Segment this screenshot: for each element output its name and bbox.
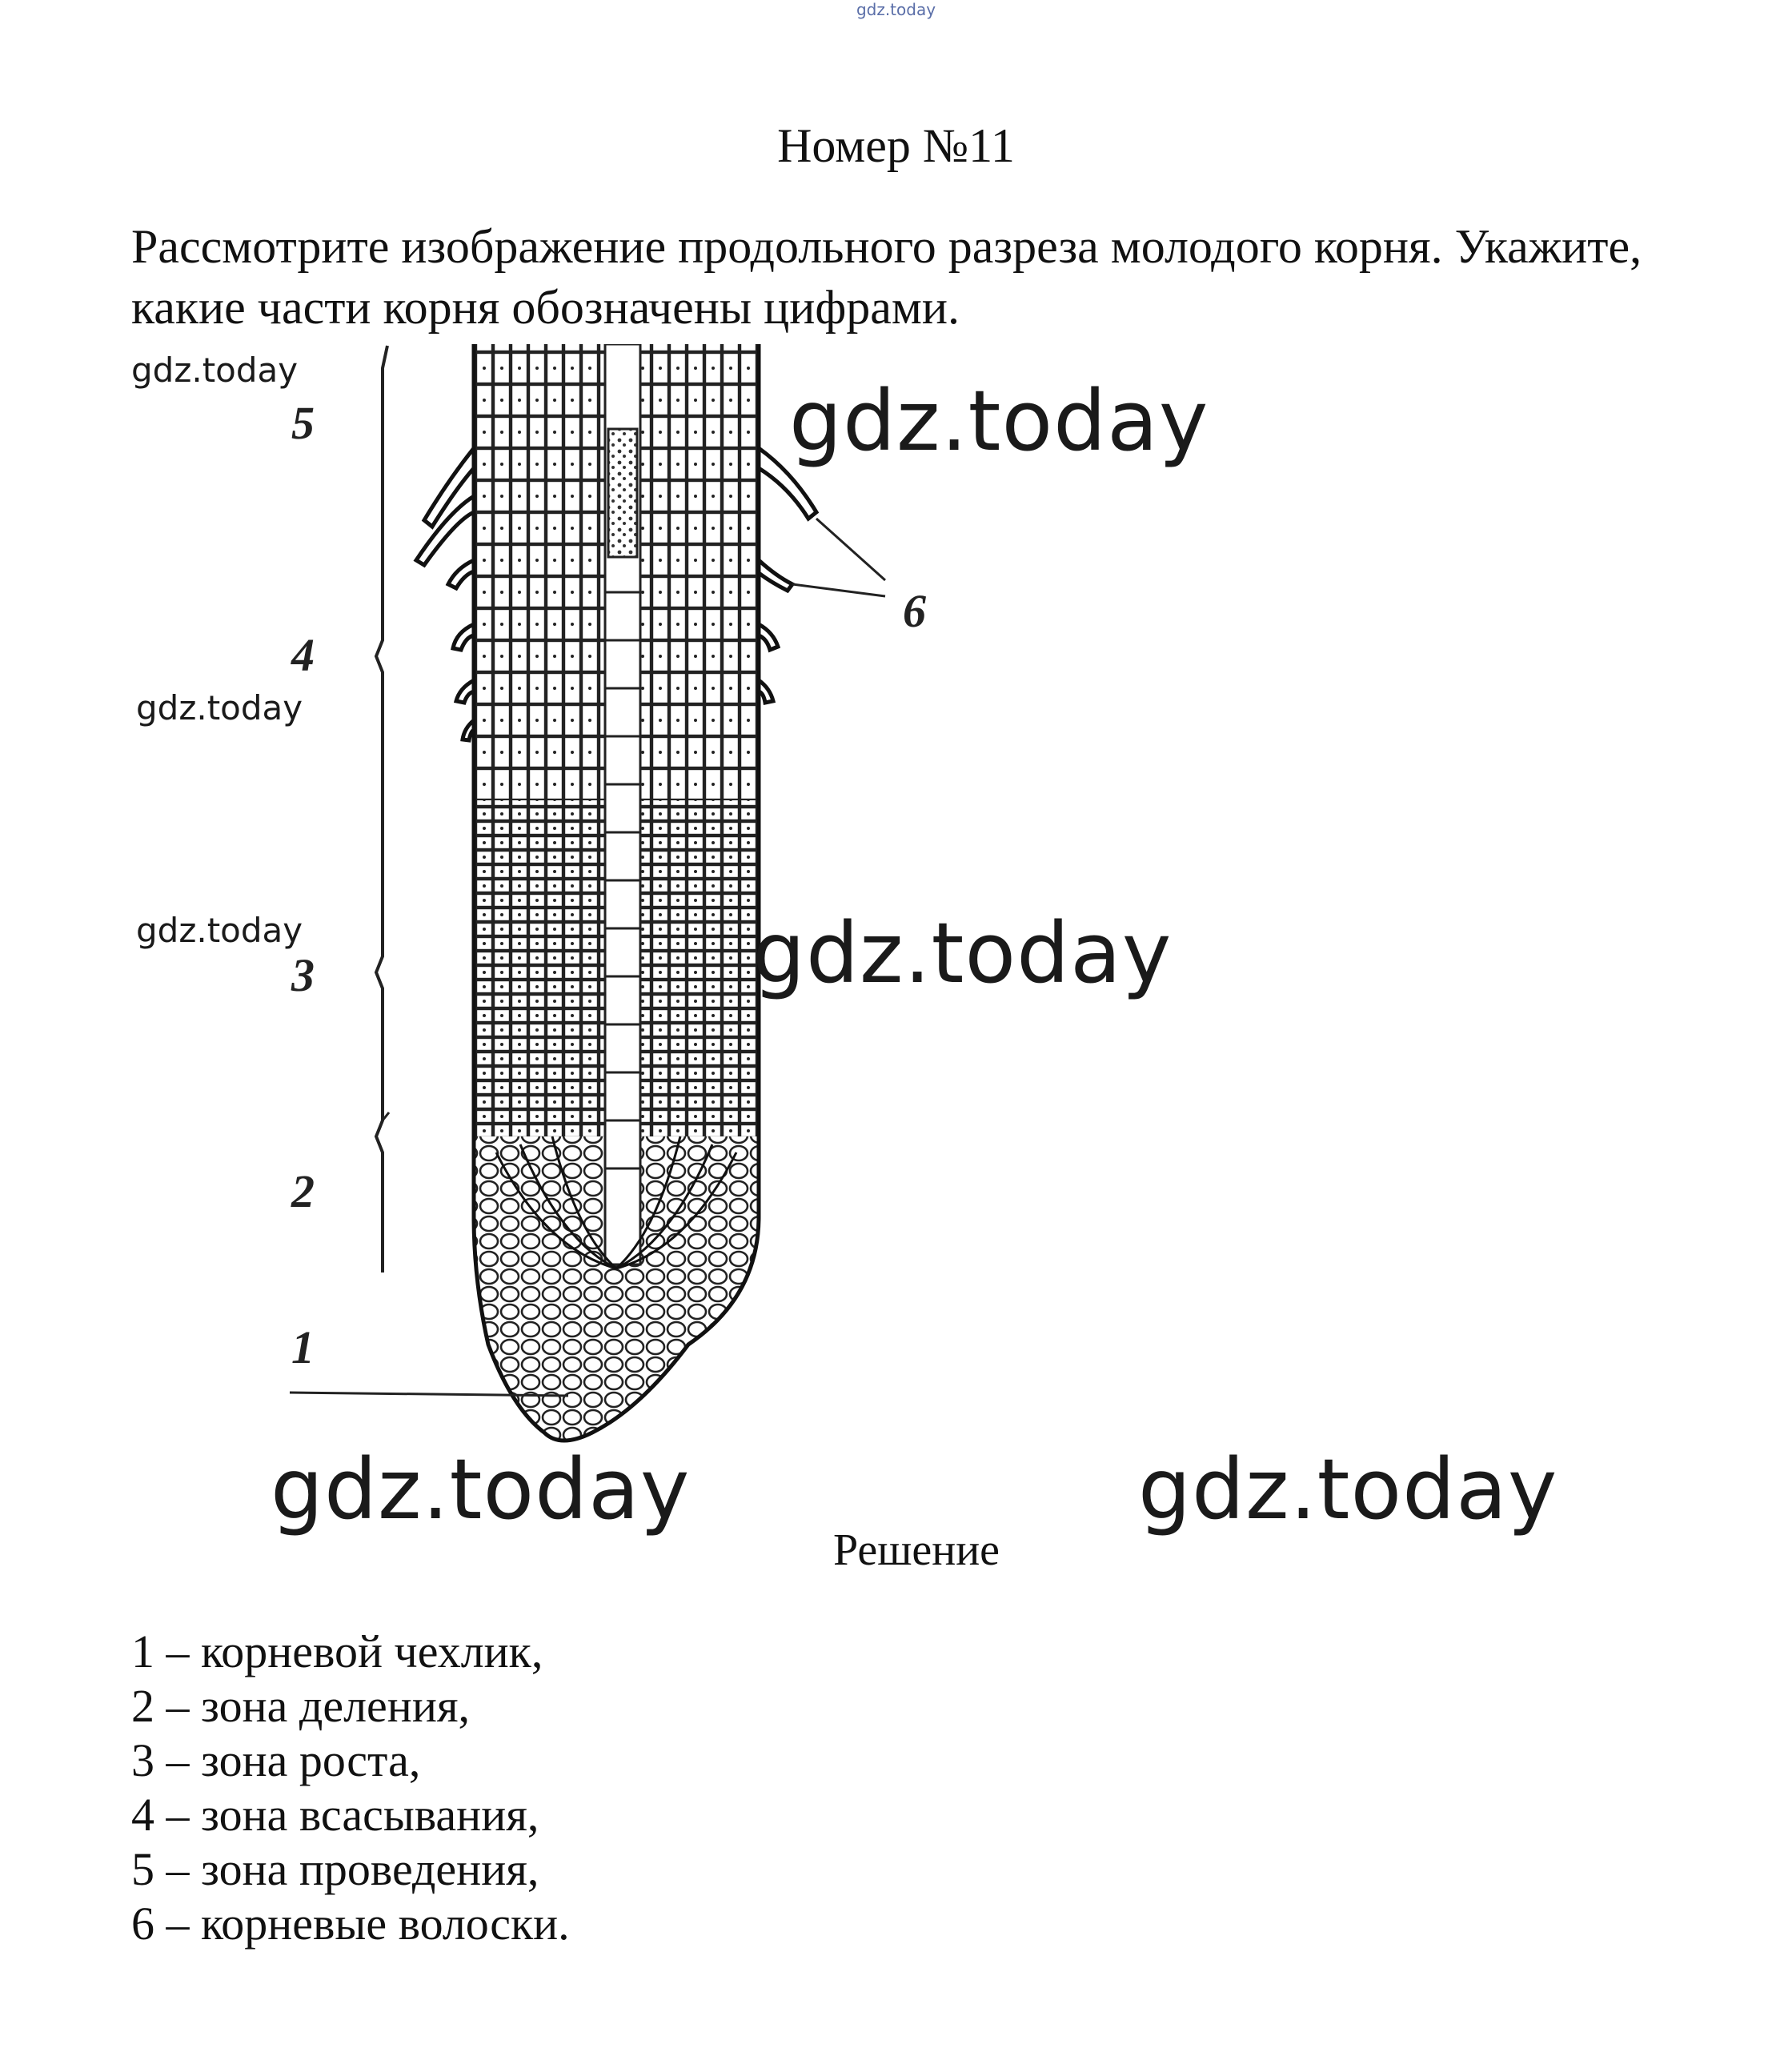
zone-label-3: 3 [291, 949, 315, 1001]
watermark-top-left: gdz.today [131, 351, 299, 390]
answer-item: 5 – зона проведения, [131, 1843, 539, 1895]
zone-label-6: 6 [903, 585, 926, 637]
watermark-mid-right: gdz.today [752, 904, 1173, 1002]
watermark-top-right: gdz.today [789, 372, 1209, 470]
answer-item: 6 – корневые волоски. [131, 1898, 570, 1950]
zone-label-4: 4 [291, 629, 315, 681]
answer-item: 1 – корневой чехлик, [131, 1625, 543, 1677]
zone-brace [376, 346, 387, 1272]
header-watermark: gdz.today [856, 0, 936, 19]
page-title: Номер №11 [777, 119, 1015, 172]
watermark-bottom-left: gdz.today [271, 1441, 691, 1538]
answer-list [131, 1625, 570, 1951]
answer-item: 2 – зона деления, [131, 1680, 471, 1732]
watermark-bottom-right: gdz.today [1138, 1441, 1558, 1538]
zone-label-2: 2 [291, 1165, 315, 1217]
zone-label-5: 5 [291, 397, 315, 449]
task-text: Рассмотрите изображение продольного разреза молодого корня. Укажите, какие части корня обозначены цифрами. [131, 220, 1642, 334]
answer-item: 3 – зона роста, [131, 1734, 421, 1786]
solution-heading: Решение [832, 1525, 1000, 1575]
zone-label-1: 1 [291, 1321, 315, 1373]
watermark-mid-left: gdz.today [136, 688, 303, 727]
answer-item: 4 – зона всасывания, [131, 1789, 539, 1841]
watermark-low-left: gdz.today [136, 911, 303, 950]
